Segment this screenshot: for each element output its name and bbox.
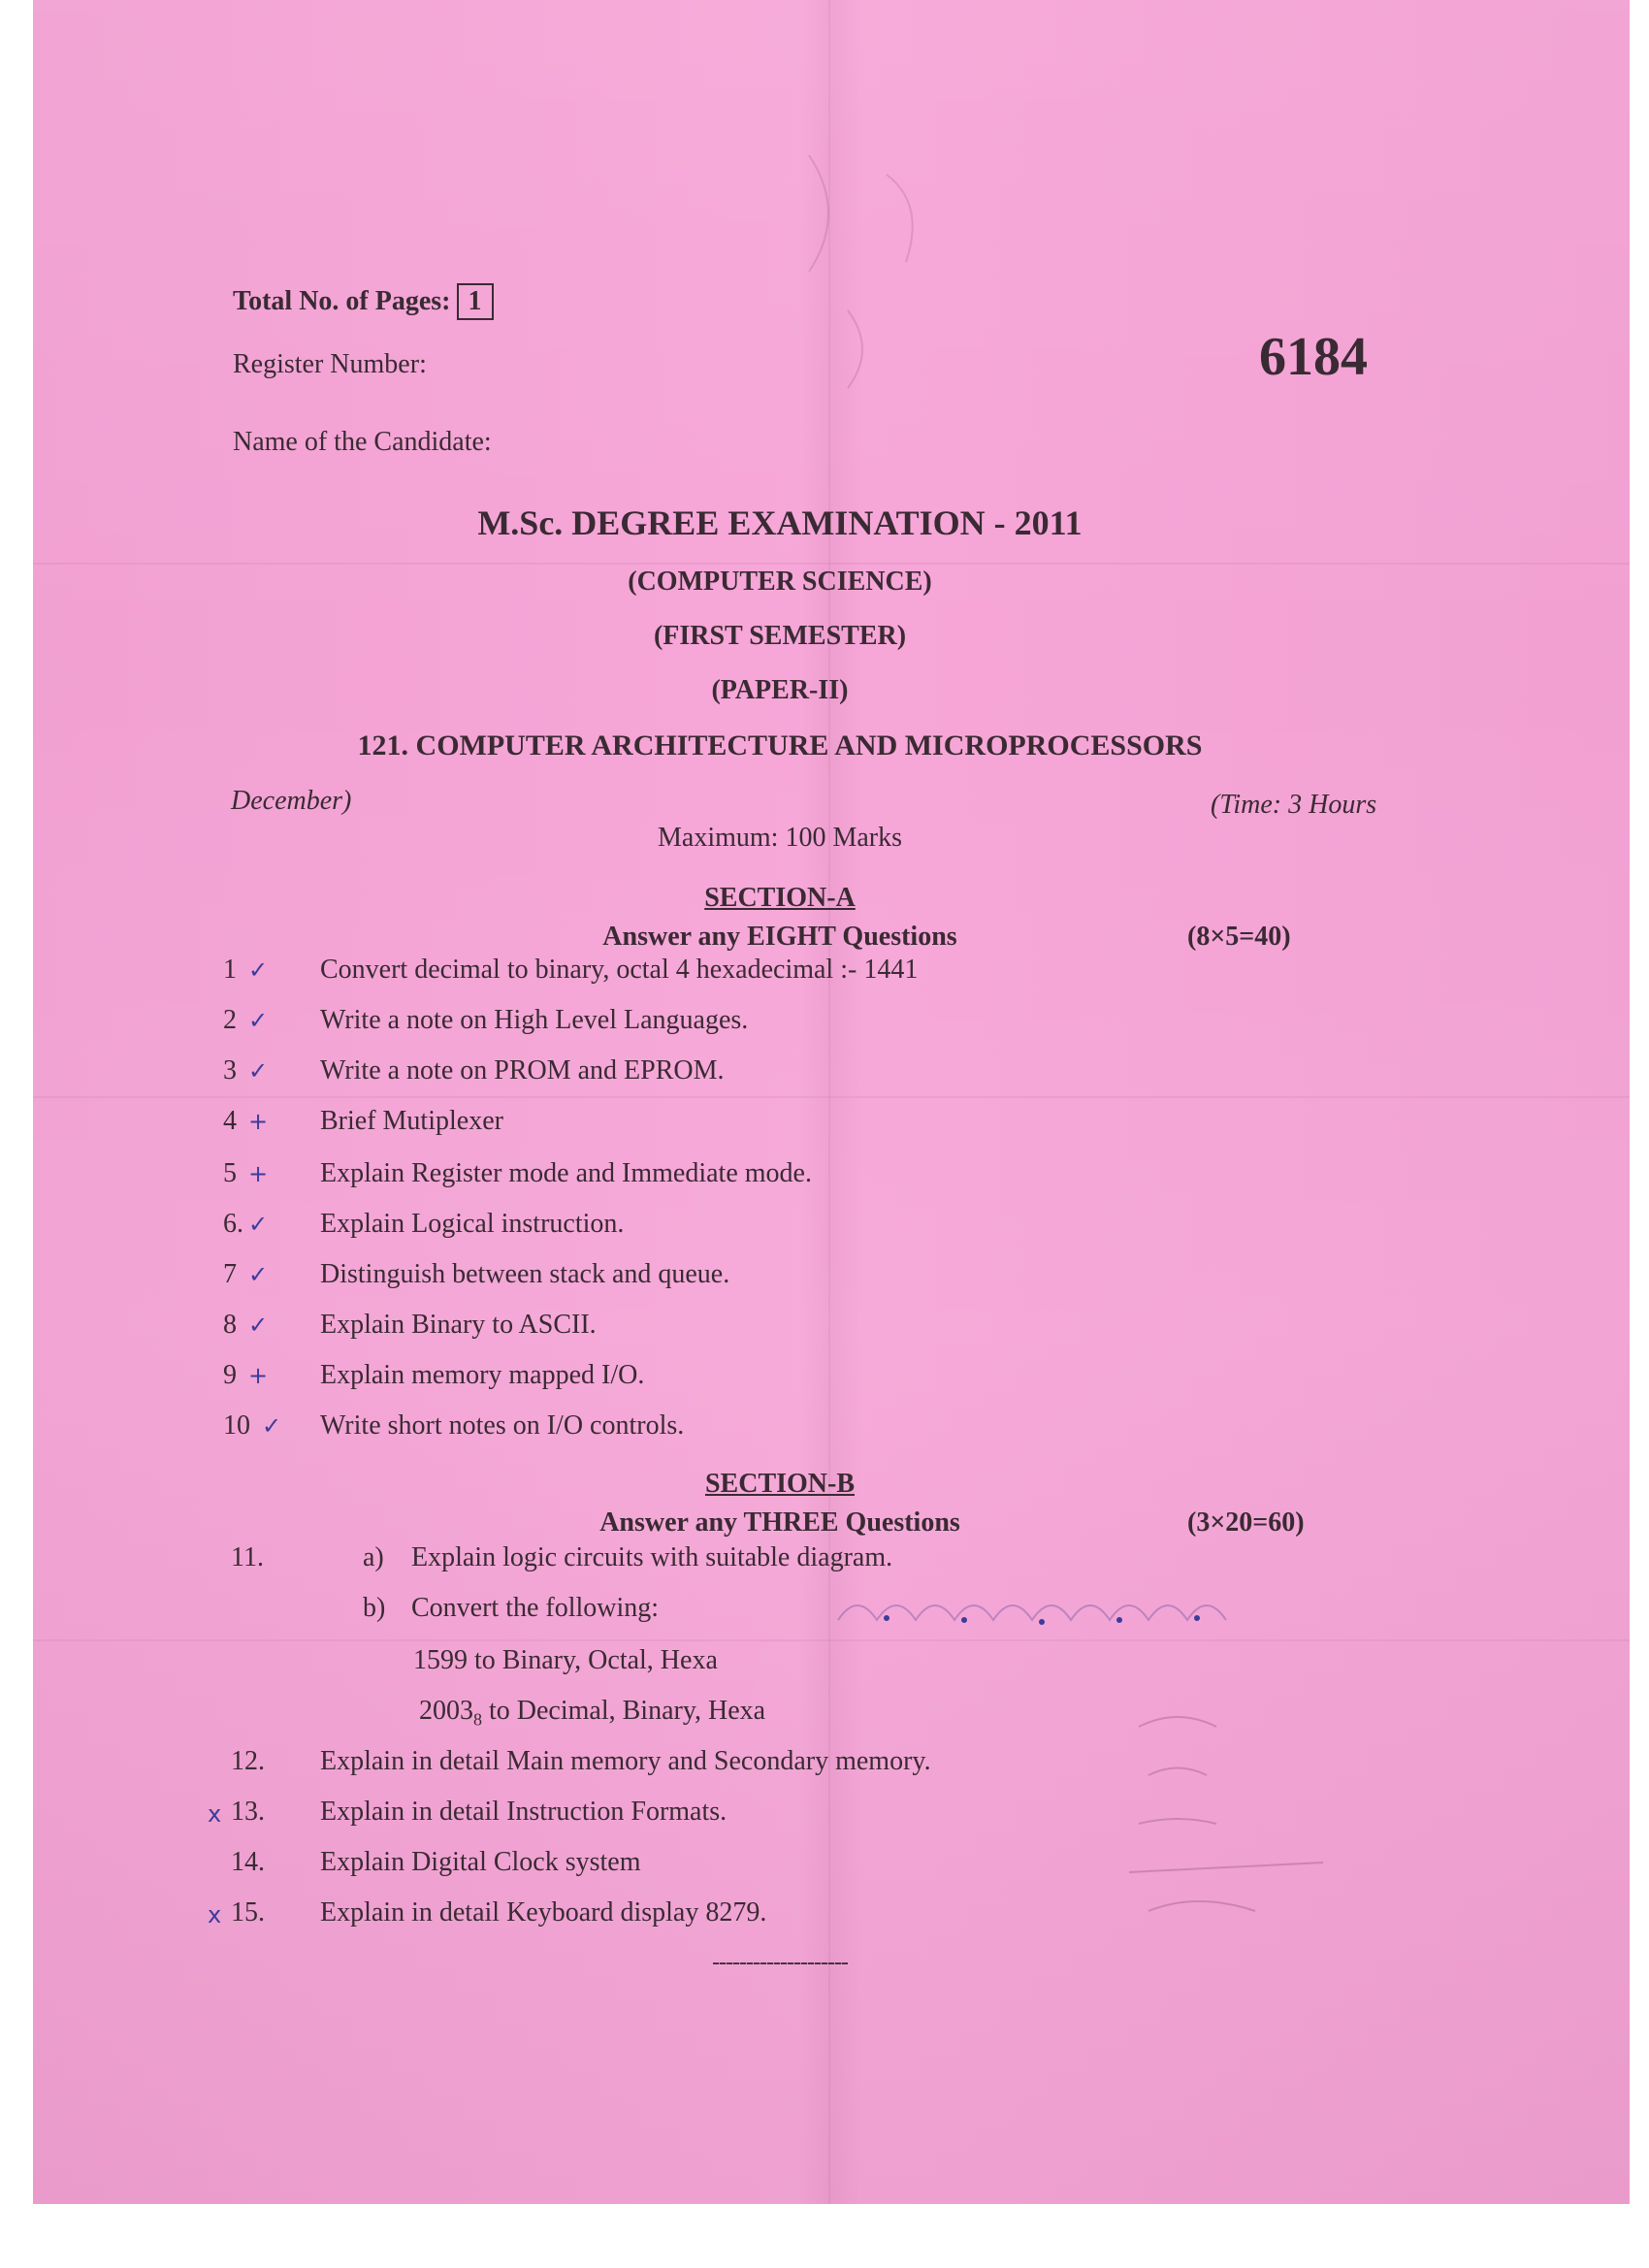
- pen-check-mark: ✓: [248, 1312, 269, 1339]
- question-text: Write a note on PROM and EPROM.: [320, 1055, 725, 1085]
- pen-check-mark: ✓: [248, 1261, 269, 1288]
- section-b-heading: SECTION-B: [704, 1469, 856, 1499]
- octal-number: 2003: [419, 1696, 473, 1726]
- question-number: 12.: [231, 1746, 265, 1776]
- exam-month: December): [231, 786, 352, 816]
- pen-check-mark: ✓: [248, 1211, 269, 1238]
- question-text: Write short notes on I/O controls.: [320, 1410, 685, 1441]
- pen-check-mark: +: [248, 1108, 269, 1135]
- pencil-scribble: [770, 116, 1022, 466]
- octal-base-subscript: 8: [473, 1709, 482, 1730]
- pen-check-mark: ✓: [248, 1057, 269, 1085]
- pen-check-mark: ✓: [248, 1007, 269, 1034]
- question-number: 7: [223, 1259, 237, 1289]
- question-text: Write a note on High Level Languages.: [320, 1005, 749, 1035]
- section-a-instruction: Answer any EIGHT Questions: [602, 922, 957, 952]
- question-number: 13.: [231, 1797, 265, 1827]
- candidate-name-label: Name of the Candidate:: [233, 427, 492, 457]
- section-b-marks: (3×20=60): [1187, 1507, 1305, 1538]
- question-text: Explain memory mapped I/O.: [320, 1360, 645, 1390]
- question-number: 6.: [223, 1209, 243, 1239]
- question-text: Explain in detail Instruction Formats.: [320, 1797, 728, 1827]
- exam-duration: (Time: 3 Hours: [1211, 790, 1377, 820]
- course-title: 121. COMPUTER ARCHITECTURE AND MICROPROCESSORS: [357, 729, 1203, 761]
- pencil-scribble: [1119, 1688, 1352, 1940]
- exam-title: M.Sc. DEGREE EXAMINATION - 2011: [477, 503, 1083, 542]
- question-11b-line2: [419, 1696, 765, 1731]
- section-b-instruction: Answer any THREE Questions: [599, 1507, 960, 1538]
- question-11a-text: Explain logic circuits with suitable diagram.: [411, 1542, 893, 1572]
- question-number: 3: [223, 1055, 237, 1085]
- question-11b-line1: 1599 to Binary, Octal, Hexa: [413, 1645, 718, 1675]
- pen-check-mark: +: [248, 1160, 269, 1187]
- question-text: Explain Binary to ASCII.: [320, 1310, 597, 1340]
- pen-scribble: [828, 1571, 1313, 1649]
- footer-rule: --------------------: [712, 1950, 848, 1975]
- question-text: Explain Digital Clock system: [320, 1847, 641, 1877]
- exam-paper-number: (PAPER-II): [711, 675, 849, 705]
- question-number: 8: [223, 1310, 237, 1340]
- pen-cross-mark: x: [208, 1800, 222, 1828]
- pen-cross-mark: x: [208, 1901, 222, 1928]
- total-pages-value: 1: [457, 283, 494, 320]
- total-pages-label: Total No. of Pages:: [233, 286, 451, 316]
- question-number: 14.: [231, 1847, 265, 1877]
- pen-check-mark: +: [248, 1362, 269, 1389]
- exam-paper: [33, 0, 1630, 2204]
- question-number: 2: [223, 1005, 237, 1035]
- question-text: Explain Register mode and Immediate mode.: [320, 1158, 812, 1188]
- section-a-heading: SECTION-A: [704, 883, 856, 913]
- pen-check-mark: ✓: [262, 1412, 282, 1440]
- question-text: Convert decimal to binary, octal 4 hexadecimal :- 1441: [320, 955, 919, 985]
- exam-semester: (FIRST SEMESTER): [653, 621, 907, 651]
- question-11b-text: Convert the following:: [411, 1593, 660, 1623]
- question-number: 15.: [231, 1897, 265, 1928]
- fold-line: [33, 1096, 1630, 1098]
- section-a-marks: (8×5=40): [1187, 922, 1291, 952]
- question-11-number: 11.: [231, 1542, 264, 1572]
- question-text: Explain in detail Keyboard display 8279.: [320, 1897, 767, 1928]
- question-number: 10: [223, 1410, 250, 1441]
- question-text: Brief Mutiplexer: [320, 1106, 503, 1136]
- paper-code: 6184: [1259, 327, 1368, 387]
- fold-line: [33, 563, 1630, 565]
- question-text: Explain Logical instruction.: [320, 1209, 625, 1239]
- question-number: 5: [223, 1158, 237, 1188]
- question-number: 1: [223, 955, 237, 985]
- question-11b-line2-rest: to Decimal, Binary, Hexa: [482, 1696, 766, 1726]
- question-text: Distinguish between stack and queue.: [320, 1259, 730, 1289]
- register-number-label: Register Number:: [233, 349, 427, 379]
- question-number: 9: [223, 1360, 237, 1390]
- pen-check-mark: ✓: [248, 956, 269, 984]
- question-text: Explain in detail Main memory and Secondary memory.: [320, 1746, 931, 1776]
- total-pages: [233, 283, 494, 320]
- question-number: 4: [223, 1106, 237, 1136]
- max-marks: Maximum: 100 Marks: [658, 823, 902, 853]
- question-11a-label: a): [363, 1542, 384, 1572]
- exam-subject: (COMPUTER SCIENCE): [628, 567, 932, 597]
- question-11b-label: b): [363, 1593, 386, 1623]
